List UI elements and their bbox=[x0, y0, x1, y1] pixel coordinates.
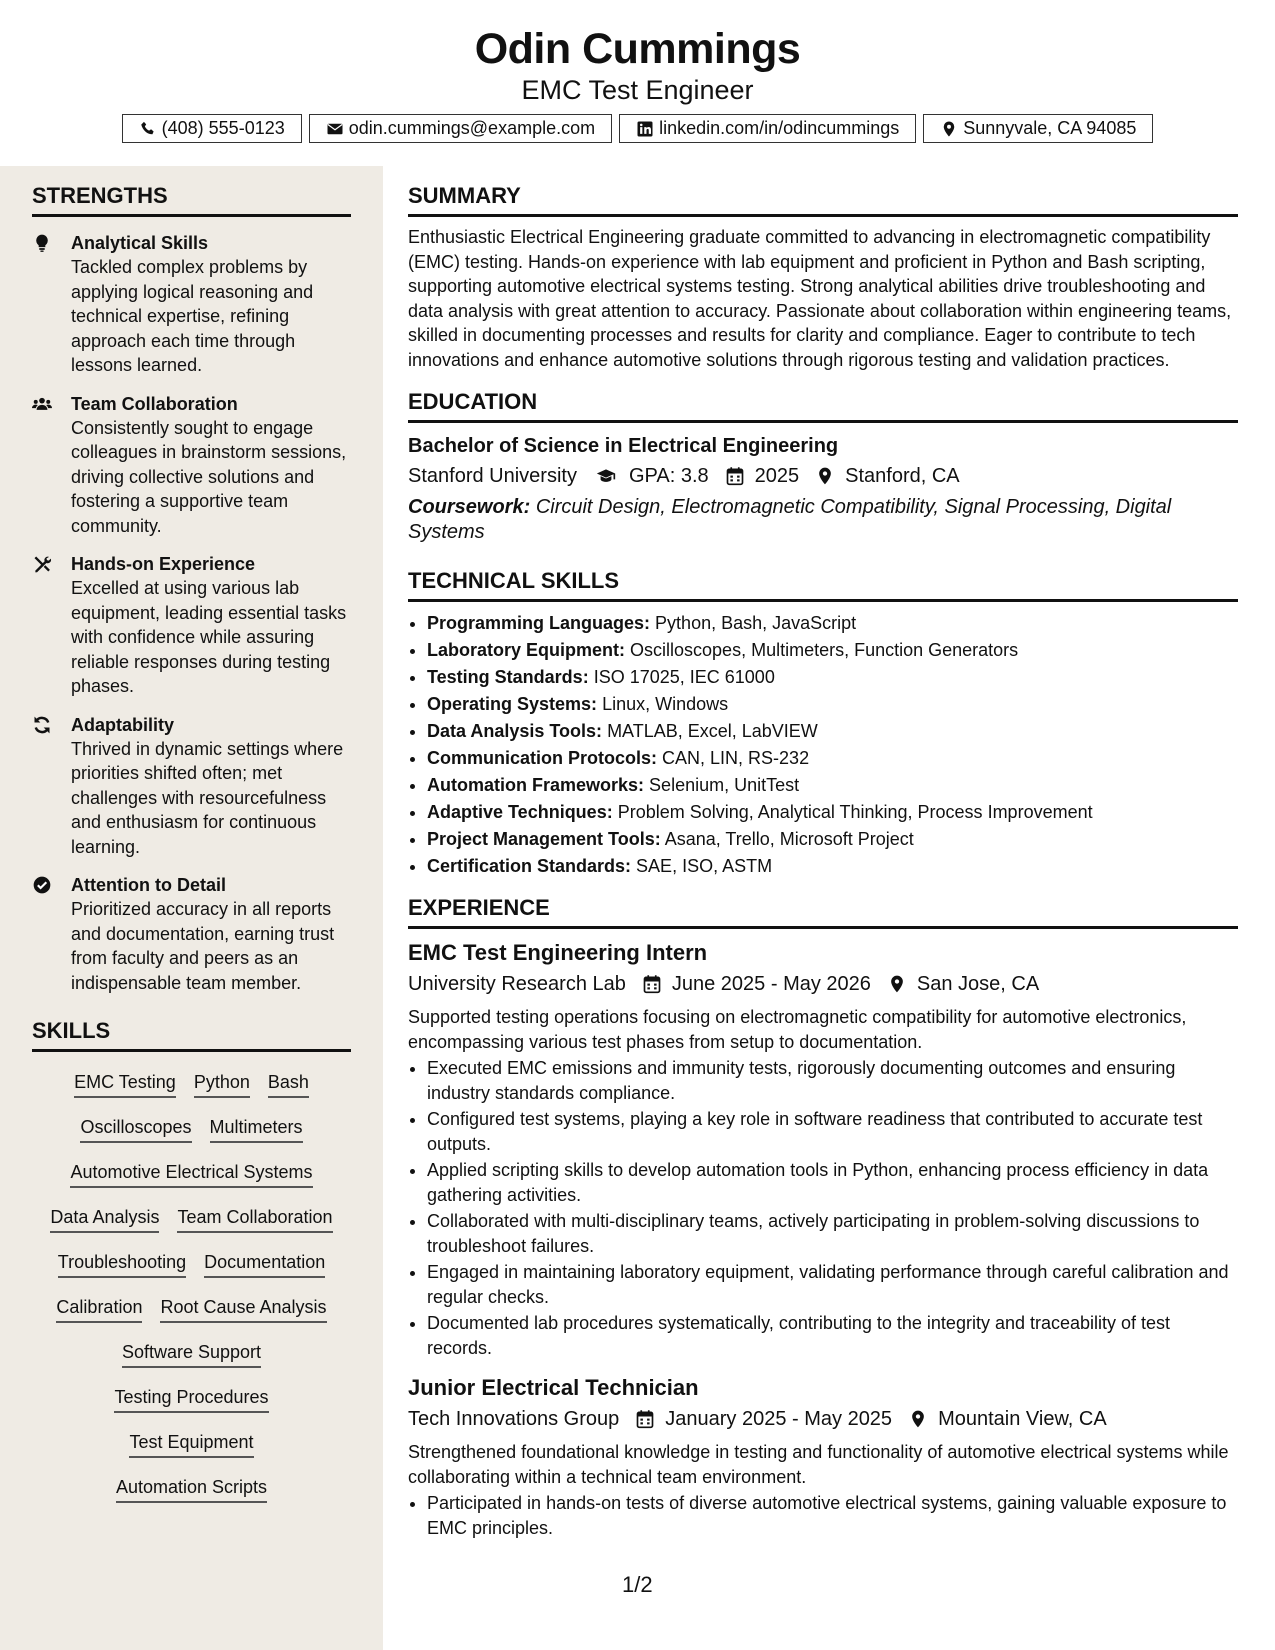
map-pin-icon bbox=[887, 974, 907, 994]
skill-category: Project Management Tools: bbox=[427, 829, 661, 849]
technical-skill-item bbox=[427, 772, 1238, 799]
technical-skills-list bbox=[408, 610, 1238, 880]
job-summary: Supported testing operations focusing on electromagnetic compatibility for automotive electronics, encompassing various test phases from setup to documentation. bbox=[408, 1007, 1187, 1052]
skills-heading: SKILLS bbox=[32, 1017, 351, 1052]
coursework bbox=[408, 495, 1238, 545]
skill-tag: Automation Scripts bbox=[116, 1475, 267, 1503]
job-bullet: • Engaged in maintaining laboratory equipment, validating performance through careful calibration and regular checks. bbox=[427, 1260, 1238, 1309]
job-bullets bbox=[408, 1491, 1238, 1540]
skill-category: Communication Protocols: bbox=[427, 748, 658, 768]
envelope-icon bbox=[326, 120, 344, 138]
job-location: Mountain View, CA bbox=[938, 1408, 1107, 1430]
skill-tag: Troubleshooting bbox=[58, 1250, 186, 1278]
sync-icon bbox=[32, 715, 52, 735]
skill-category: Programming Languages: bbox=[427, 613, 651, 633]
job-bullet: • Applied scripting skills to develop automation tools in Python, enhancing process efficiency in data gathering activities. bbox=[427, 1158, 1238, 1207]
map-pin-icon bbox=[908, 1409, 928, 1429]
skill-row bbox=[32, 1420, 351, 1465]
skill-values: Oscilloscopes, Multimeters, Function Generators bbox=[630, 640, 1019, 660]
technical-skill-item bbox=[427, 637, 1238, 664]
linkedin-contact[interactable] bbox=[619, 114, 916, 143]
job-meta bbox=[408, 1406, 1238, 1432]
contact-bar bbox=[0, 114, 1275, 143]
company-name: Tech Innovations Group bbox=[408, 1408, 620, 1430]
technical-skill-item bbox=[427, 664, 1238, 691]
skill-tag: Test Equipment bbox=[129, 1430, 253, 1458]
resume-header bbox=[0, 0, 1275, 143]
strength-title: Team Collaboration bbox=[71, 393, 238, 414]
technical-skill-item bbox=[427, 610, 1238, 637]
skill-tag: Bash bbox=[268, 1070, 309, 1098]
strength-title: Hands-on Experience bbox=[71, 554, 256, 574]
strength-description: Consistently sought to engage colleagues in brainstorm sessions, driving collective solutions and fostering a supportive team community. bbox=[71, 417, 347, 536]
lightbulb-icon bbox=[32, 233, 52, 253]
email-text: odin.cummings@example.com bbox=[348, 118, 596, 138]
technical-skills-heading: TECHNICAL SKILLS bbox=[408, 567, 1238, 602]
strength-title: Analytical Skills bbox=[71, 233, 209, 253]
education-heading: EDUCATION bbox=[408, 388, 1238, 423]
skill-tag: Software Support bbox=[122, 1340, 261, 1368]
technical-skill-item bbox=[427, 853, 1238, 880]
phone-text: (408) 555-0123 bbox=[161, 118, 285, 138]
calendar-icon bbox=[635, 1409, 655, 1429]
education-meta bbox=[408, 463, 1238, 489]
skill-row bbox=[32, 1060, 351, 1105]
skills-list bbox=[32, 1060, 351, 1510]
summary-text: Enthusiastic Electrical Engineering graduate committed to advancing in electromagnetic compatibility (EMC) testing. Hands-on experience with lab equipment and proficient in Python and Bash scripting, supporting automotive electrical systems testing. Strong analytical abilities drive troubleshooting and data analysis with great attention to accuracy. Passionate about collaboration within engineering teams, skilled in documenting processes and results for clarity and compliance. Eager to contribute to tech innovations and enhance automotive solutions through rigorous testing and validation practices. bbox=[408, 227, 1232, 370]
experience-heading: EXPERIENCE bbox=[408, 894, 1238, 929]
strength-item bbox=[32, 873, 351, 995]
skill-values: Selenium, UnitTest bbox=[649, 775, 800, 795]
technical-skill-item bbox=[427, 718, 1238, 745]
skill-tag: Data Analysis bbox=[50, 1205, 159, 1233]
job-bullet: • Configured test systems, playing a key role in software readiness that contributed to accurate test outputs. bbox=[427, 1107, 1238, 1156]
job-role: EMC Test Engineering Intern bbox=[408, 940, 708, 965]
skill-values: CAN, LIN, RS-232 bbox=[662, 748, 810, 768]
tools-icon bbox=[32, 554, 52, 574]
main-content bbox=[408, 166, 1238, 1542]
job-title: EMC Test Engineer bbox=[521, 75, 754, 105]
graduation-year: 2025 bbox=[754, 465, 800, 487]
strength-description: Thrived in dynamic settings where priorities shifted often; met challenges with resourcefulness and enthusiasm for continuous learning. bbox=[71, 738, 344, 857]
technical-skill-item bbox=[427, 799, 1238, 826]
location-text: Sunnyvale, CA 94085 bbox=[963, 118, 1137, 138]
job-role: Junior Electrical Technician bbox=[408, 1375, 699, 1400]
job-meta bbox=[408, 971, 1238, 997]
skill-row bbox=[32, 1150, 351, 1195]
skill-values: Python, Bash, JavaScript bbox=[655, 613, 857, 633]
skill-tag: Root Cause Analysis bbox=[160, 1295, 326, 1323]
skill-category: Automation Frameworks: bbox=[427, 775, 645, 795]
skill-tag: EMC Testing bbox=[74, 1070, 176, 1098]
degree-title: Bachelor of Science in Electrical Engineering bbox=[408, 435, 839, 457]
company-name: University Research Lab bbox=[408, 973, 626, 995]
strength-item bbox=[32, 392, 351, 539]
skill-row bbox=[32, 1240, 351, 1285]
strength-description: Excelled at using various lab equipment, leading essential tasks with confidence while assuring reliable responses during testing phases. bbox=[71, 578, 347, 696]
skill-tag: Testing Procedures bbox=[114, 1385, 268, 1413]
strength-description: Prioritized accuracy in all reports and documentation, earning trust from faculty and peers as an indispensable team member. bbox=[71, 899, 335, 993]
technical-skill-item bbox=[427, 691, 1238, 718]
skill-row bbox=[32, 1375, 351, 1420]
skill-tag: Python bbox=[194, 1070, 250, 1098]
gpa-text: GPA: 3.8 bbox=[628, 465, 709, 487]
linkedin-text: linkedin.com/in/odincummings bbox=[659, 118, 900, 138]
users-icon bbox=[32, 394, 52, 414]
skill-values: Linux, Windows bbox=[602, 694, 729, 714]
coursework-label: Coursework: bbox=[408, 496, 531, 518]
linkedin-icon bbox=[636, 120, 654, 138]
job-dates: June 2025 - May 2026 bbox=[671, 973, 871, 995]
strength-description: Tackled complex problems by applying logical reasoning and technical expertise, refining approach each time through lessons learned. bbox=[71, 257, 314, 375]
skill-tag: Multimeters bbox=[210, 1115, 303, 1143]
skill-category: Operating Systems: bbox=[427, 694, 598, 714]
strength-item bbox=[32, 713, 351, 860]
skill-values: Problem Solving, Analytical Thinking, Process Improvement bbox=[617, 802, 1093, 822]
calendar-icon bbox=[725, 466, 745, 486]
page-number: 1/2 bbox=[622, 1572, 653, 1597]
job-bullet: • Executed EMC emissions and immunity tests, rigorously documenting outcomes and ensuring industry standards compliance. bbox=[427, 1056, 1238, 1105]
skill-category: Testing Standards: bbox=[427, 667, 589, 687]
skill-category: Laboratory Equipment: bbox=[427, 640, 626, 660]
strength-item bbox=[32, 231, 351, 378]
strengths-heading: STRENGTHS bbox=[32, 182, 351, 217]
skill-tag: Documentation bbox=[204, 1250, 325, 1278]
map-pin-icon bbox=[815, 466, 835, 486]
job-location: San Jose, CA bbox=[916, 973, 1040, 995]
candidate-name: Odin Cummings bbox=[474, 25, 801, 73]
skill-row bbox=[32, 1465, 351, 1510]
location-contact[interactable] bbox=[923, 114, 1153, 143]
skill-category: Data Analysis Tools: bbox=[427, 721, 603, 741]
graduation-cap-icon bbox=[593, 466, 619, 486]
school-name: Stanford University bbox=[408, 465, 577, 487]
strength-title: Attention to Detail bbox=[71, 875, 226, 895]
calendar-icon bbox=[642, 974, 662, 994]
skill-category: Certification Standards: bbox=[427, 856, 632, 876]
sidebar bbox=[0, 166, 383, 1650]
skill-row bbox=[32, 1195, 351, 1240]
map-pin-icon bbox=[940, 120, 958, 138]
job-bullet: • Documented lab procedures systematically, contributing to the integrity and traceability of test records. bbox=[427, 1311, 1238, 1360]
technical-skill-item bbox=[427, 826, 1238, 853]
skill-values: Asana, Trello, Microsoft Project bbox=[664, 829, 914, 849]
summary-heading: SUMMARY bbox=[408, 182, 1238, 217]
strength-item bbox=[32, 552, 351, 699]
skill-tag: Oscilloscopes bbox=[80, 1115, 191, 1143]
skill-row bbox=[32, 1330, 351, 1375]
skill-row bbox=[32, 1105, 351, 1150]
phone-contact[interactable] bbox=[122, 114, 302, 143]
check-circle-icon bbox=[32, 875, 52, 895]
job-bullets bbox=[408, 1056, 1238, 1360]
strength-title: Adaptability bbox=[71, 714, 175, 735]
skill-values: ISO 17025, IEC 61000 bbox=[593, 667, 775, 687]
job-bullet: • Participated in hands-on tests of diverse automotive electrical systems, gaining valuable exposure to EMC principles. bbox=[427, 1491, 1238, 1540]
technical-skill-item bbox=[427, 745, 1238, 772]
phone-icon bbox=[139, 120, 157, 138]
skill-tag: Calibration bbox=[56, 1295, 142, 1323]
skill-category: Adaptive Techniques: bbox=[427, 802, 613, 822]
job-summary: Strengthened foundational knowledge in testing and functionality of automotive electrical systems while collaborating within a technical team environment. bbox=[408, 1442, 1229, 1487]
skill-tag: Team Collaboration bbox=[177, 1205, 332, 1233]
skill-row bbox=[32, 1285, 351, 1330]
skill-values: MATLAB, Excel, LabVIEW bbox=[607, 721, 818, 741]
school-location: Stanford, CA bbox=[845, 465, 960, 487]
job-dates: January 2025 - May 2025 bbox=[665, 1408, 893, 1430]
skill-tag: Automotive Electrical Systems bbox=[70, 1160, 312, 1188]
email-contact[interactable] bbox=[309, 114, 612, 143]
job-bullet: • Collaborated with multi-disciplinary teams, actively participating in problem-solving discussions to troubleshoot failures. bbox=[427, 1209, 1238, 1258]
skill-values: SAE, ISO, ASTM bbox=[636, 856, 773, 876]
coursework-list: Circuit Design, Electromagnetic Compatibility, Signal Processing, Digital Systems bbox=[408, 496, 1172, 543]
